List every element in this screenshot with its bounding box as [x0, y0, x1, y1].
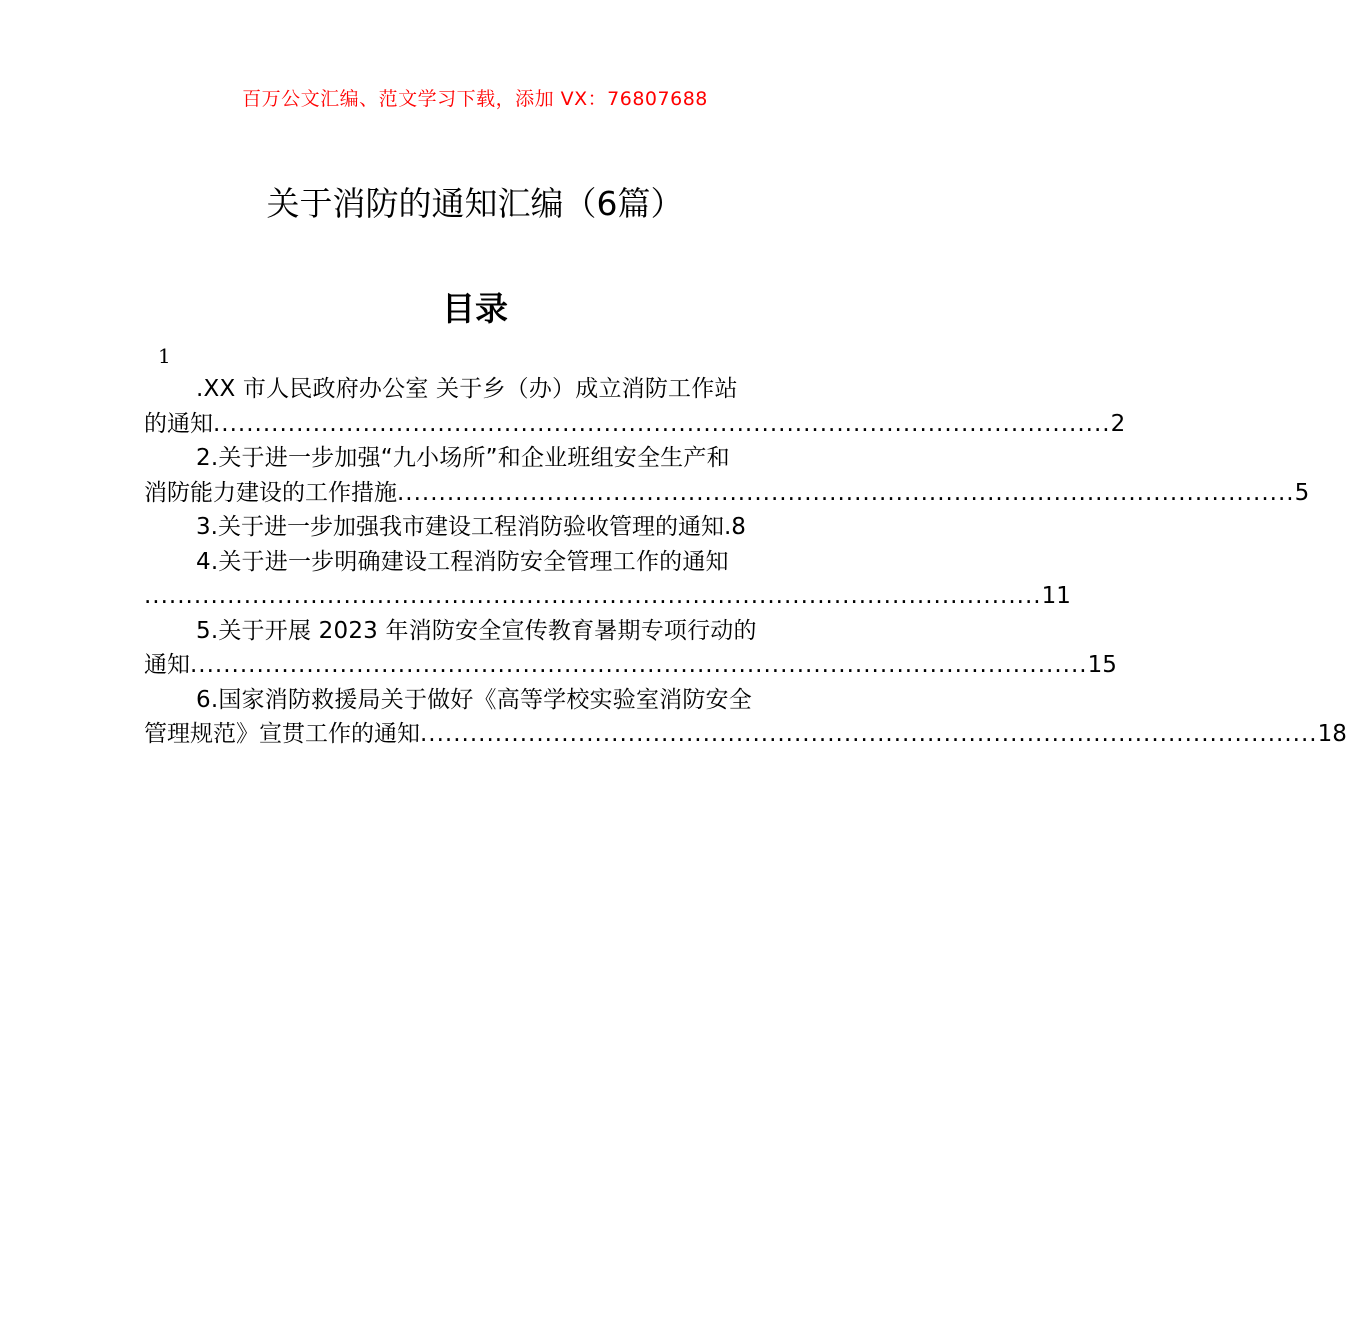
toc-entry-3[interactable] [144, 510, 806, 545]
toc-entry-text: 3.关于进一步加强我市建设工程消防验收管理的通知. [196, 514, 732, 540]
toc-leader-dots: ............................................................................................................ [213, 410, 1111, 437]
toc-page-number: 11 [1041, 583, 1071, 609]
toc-entry-text: 4.关于进一步明确建设工程消防安全管理工作的通知 [196, 548, 729, 575]
toc-heading: 目录 [442, 289, 508, 328]
toc-entry-continuation [144, 579, 1071, 614]
toc-entry-continuation [144, 476, 1310, 511]
toc-page-number: 18 [1317, 721, 1347, 747]
toc-entry-1[interactable] [144, 372, 1126, 441]
toc-entry-tail: 管理规范》宣贯工作的通知 [144, 721, 420, 747]
toc-entry-4[interactable] [144, 545, 1071, 614]
toc-entry-text: 5.关于开展 2023 年消防安全宣传教育暑期专项行动的 [196, 617, 757, 644]
toc-entry-single-line [144, 510, 806, 545]
toc-leader-dots: ............................................................................................................ [190, 652, 1088, 678]
toc-entry-tail: 消防能力建设的工作措施 [144, 479, 397, 506]
toc-leader-dots: ............................................................................................................ [420, 721, 1318, 747]
toc-entry-tail: 通知 [144, 652, 190, 678]
toc-page-number: 8 [731, 514, 746, 540]
toc-entry-tail: 的通知 [144, 410, 213, 437]
toc-entry-continuation [144, 648, 1117, 683]
toc-page-number: 2 [1110, 410, 1126, 437]
toc-entry-text: 6.国家消防救援局关于做好《高等学校实验室消防安全 [196, 686, 752, 713]
toc-entry-text: 2.关于进一步加强“九小场所”和企业班组安全生产和 [196, 445, 730, 471]
toc-entry-6[interactable] [144, 683, 1347, 752]
toc-entry-5[interactable] [144, 614, 1117, 683]
document-title: 关于消防的通知汇编（6篇） [266, 184, 684, 223]
toc-page-number: 15 [1087, 652, 1117, 678]
toc-entry-continuation [144, 407, 1126, 442]
toc-entry-2[interactable] [144, 441, 1310, 510]
toc-leader-dots: ............................................................................................................ [397, 479, 1295, 506]
stray-mark: 1 [158, 344, 171, 368]
toc-leader-dots: ............................................................................................................ [144, 583, 1042, 609]
table-of-contents [144, 372, 1347, 752]
toc-entry-continuation [144, 717, 1347, 752]
toc-entry-text: .XX 市人民政府办公室 关于乡（办）成立消防工作站 [196, 376, 738, 402]
header-note: 百万公文汇编、范文学习下载，添加 VX：76807688 [242, 88, 708, 110]
toc-page-number: 5 [1294, 479, 1310, 506]
